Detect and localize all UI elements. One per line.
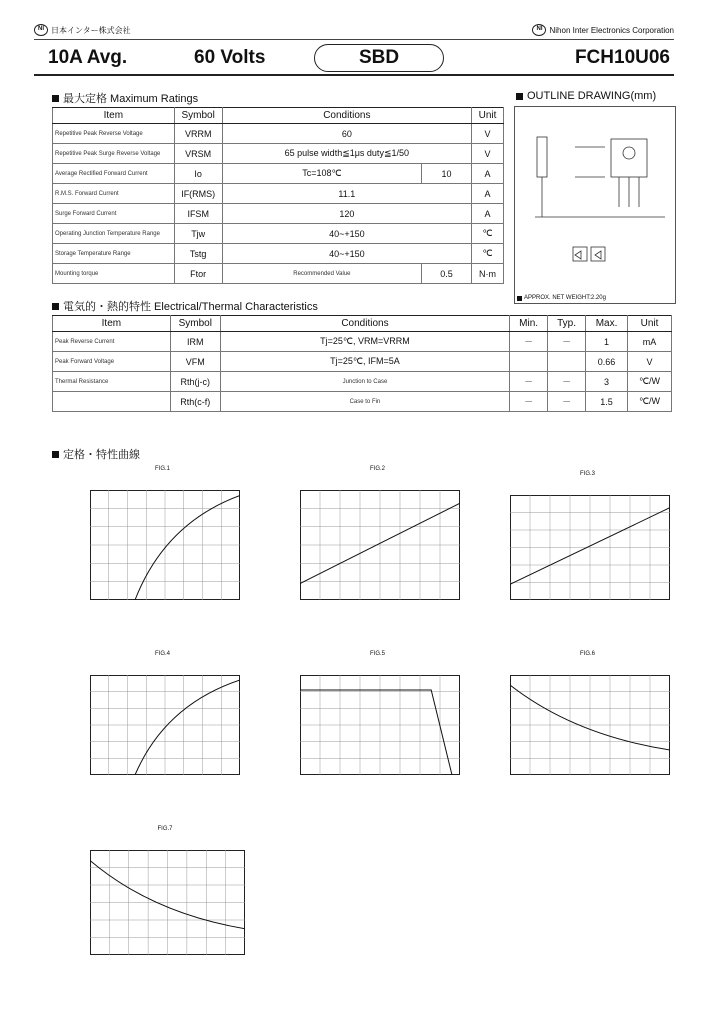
- characteristic-chart: [90, 490, 240, 600]
- title-bar: [34, 42, 674, 76]
- ni-logo-icon: NI: [532, 24, 546, 36]
- characteristic-chart: [300, 490, 460, 600]
- table-row: Rth(c-f) Case to Fin － － 1.5 ℃/W: [53, 392, 672, 412]
- net-weight-note: APPROX. NET WEIGHT:2.20g: [517, 295, 606, 301]
- characteristic-chart: [90, 675, 240, 775]
- table-row: Average Rectified Forward Current Io Tc=108℃ 10 A: [53, 164, 504, 184]
- chart-plot: [90, 490, 240, 600]
- fig-label: FIG.2: [370, 466, 386, 472]
- square-bullet-icon: [52, 451, 59, 458]
- characteristic-chart: [510, 495, 670, 600]
- table-row: Surge Forward Current IFSM 120 A: [53, 204, 504, 224]
- outline-drawing: [514, 106, 676, 304]
- top-header-bar: [34, 20, 674, 40]
- chart-plot: [90, 850, 245, 955]
- square-bullet-icon: [517, 296, 522, 301]
- table-row: Repetitive Peak Reverse Voltage VRRM 60 V: [53, 124, 504, 144]
- col-item: Item: [53, 108, 175, 124]
- chart-plot: [510, 495, 670, 600]
- table-row: Thermal Resistance Rth(j-c) Junction to Case － － 3 ℃/W: [53, 372, 672, 392]
- characteristic-curve: [135, 680, 240, 775]
- characteristic-chart: [90, 850, 245, 955]
- col-symbol: Symbol: [174, 108, 222, 124]
- voltage-title: 60 Volts: [194, 47, 266, 68]
- type-pill: SBD: [314, 44, 444, 72]
- table-row: R.M.S. Forward Current IF(RMS) 11.1 A: [53, 184, 504, 204]
- table-row: Repetitive Peak Surge Reverse Voltage VRSM 65 pulse width≦1μs duty≦1/50 V: [53, 144, 504, 164]
- max-ratings-heading: 最大定格 Maximum Ratings: [52, 90, 198, 106]
- table-row: Peak Reverse Current IRM Tj=25℃, VRM=VRRM － － 1 mA: [53, 332, 672, 352]
- characteristic-chart: [300, 675, 460, 775]
- characteristic-curve: [135, 496, 240, 601]
- company-name-en: Nihon Inter Electronics Corporation: [549, 25, 674, 35]
- fig-label: FIG.3: [580, 471, 596, 477]
- part-number: FCH10U06: [574, 47, 670, 68]
- company-logo-en: [532, 24, 674, 36]
- rating-title: 10A Avg.: [48, 47, 128, 68]
- package-drawing-icon: [515, 107, 675, 303]
- fig-label: FIG.1: [155, 466, 171, 472]
- chart-plot: [300, 490, 460, 600]
- electrical-table: Item Symbol Conditions Min. Typ. Max. Unit Peak Reverse Current IRM Tj=25℃, VRM=VRRM － － 1 mA Peak Forward Voltage VFM Tj=25℃, IFM=5A 0.66 V Thermal Resistance Rth(j-c) Junction to Case － － 3 ℃/W Rth(c-f) Case to Fin － － 1.5 ℃/W: [52, 315, 672, 412]
- max-ratings-table: [52, 107, 504, 284]
- chart-plot: [300, 675, 460, 775]
- square-bullet-icon: [52, 95, 59, 102]
- fig-label: FIG.7: [157, 826, 173, 832]
- electrical-heading: 電気的・熱的特性 Electrical/Thermal Characteristics: [52, 298, 318, 314]
- company-name-jp: 日本インター株式会社: [51, 25, 131, 35]
- curves-heading: 定格・特性曲線: [52, 446, 140, 462]
- table-row: Mounting torque Ftor Recommended Value 0.5 N·m: [53, 264, 504, 284]
- col-conditions: Conditions: [222, 108, 471, 124]
- chart-plot: [510, 675, 670, 775]
- square-bullet-icon: [516, 93, 523, 100]
- fig-label: FIG.6: [580, 651, 596, 657]
- outline-heading: OUTLINE DRAWING(mm): [516, 90, 656, 102]
- characteristic-chart: [510, 675, 670, 775]
- table-row: Peak Forward Voltage VFM Tj=25℃, IFM=5A 0.66 V: [53, 352, 672, 372]
- table-row: Operating Junction Temperature Range Tjw 40~+150 ℃: [53, 224, 504, 244]
- ni-logo-icon: NI: [34, 24, 48, 36]
- square-bullet-icon: [52, 303, 59, 310]
- characteristic-curve: [300, 690, 452, 775]
- fig-label: FIG.4: [155, 651, 171, 657]
- company-logo-jp: [34, 24, 131, 36]
- fig-label: FIG.5: [370, 651, 386, 657]
- table-row: Storage Temperature Range Tstg 40~+150 ℃: [53, 244, 504, 264]
- col-unit: Unit: [472, 108, 504, 124]
- chart-plot: [90, 675, 240, 775]
